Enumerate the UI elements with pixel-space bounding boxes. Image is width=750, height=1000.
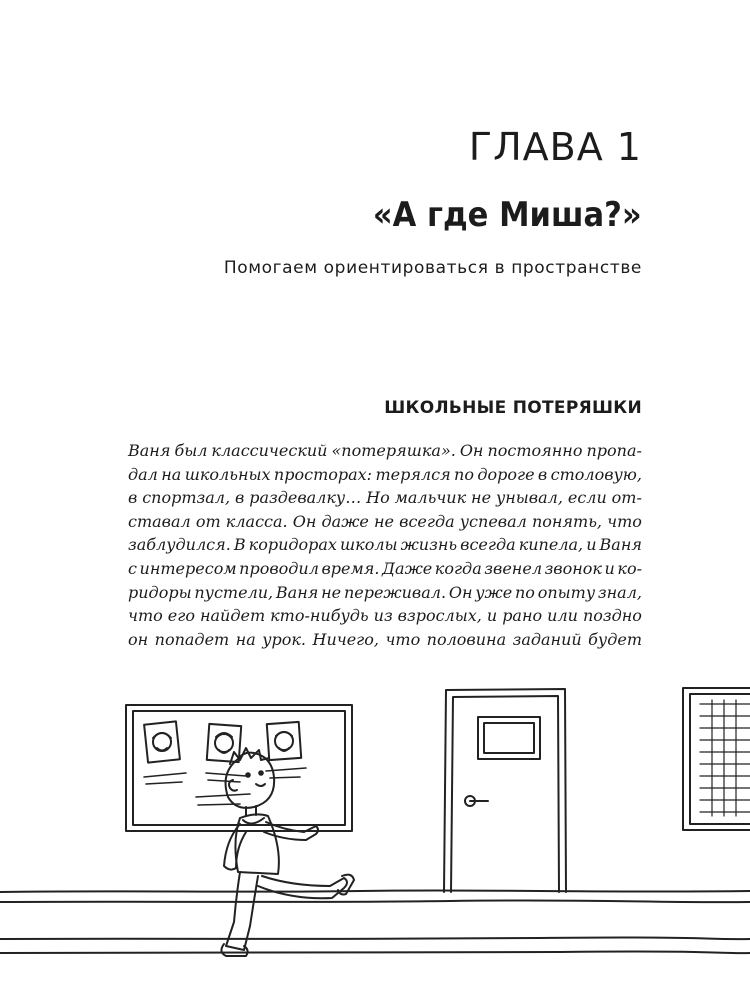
word: ставал [128,511,191,531]
body-text [128,443,642,655]
word: половина [426,629,507,649]
word: в [537,464,548,484]
word: что [607,511,642,531]
word: и [486,606,498,626]
word: дал [128,464,158,484]
classroom-door [444,689,566,892]
portrait-icon [267,722,301,760]
word: уже [475,582,513,602]
word: Ваня [599,535,642,555]
word: не [321,582,342,602]
text-line [128,490,642,514]
boy-character [221,748,354,956]
text-line [128,558,642,585]
word: когда [434,558,482,578]
word: ко- [617,558,642,578]
word: постоянно [487,441,583,460]
word: на [235,629,256,649]
word: Ваня [128,441,171,460]
text-line [128,582,642,609]
word: коридорах [248,535,337,555]
word: переживал. [343,582,447,602]
word: кипела, [518,535,584,555]
word: что [128,606,163,626]
word: по [514,582,535,602]
word: поздно [582,606,642,626]
word: время. [321,558,380,578]
door-handle-icon [465,796,488,806]
word: попадет [154,629,230,649]
word: Он [459,441,484,460]
word: урок. [262,629,307,649]
word: школы [340,535,398,555]
word: взрослых, [397,606,482,626]
word: «потеряшка». [331,441,456,460]
word: найдет [199,606,266,626]
word: понять, [531,511,602,531]
word: кто-нибудь [270,606,369,626]
word: спортзал, [142,488,231,508]
word: даже [321,511,369,531]
text-line [128,537,642,561]
text-line [128,511,642,538]
word: будет [588,629,642,649]
word: в [128,488,138,508]
word: или [547,606,578,626]
text-line [128,608,642,632]
section-heading: ШКОЛЬНЫЕ ПОТЕРЯШКИ [384,398,642,418]
word: что [385,629,421,649]
word: он [128,629,149,649]
word: его [167,606,195,626]
word: всегда [460,535,516,555]
word: из [373,606,393,626]
school-corridor-illustration [0,660,750,1000]
word: интересом [139,558,237,578]
word: столовую, [550,464,642,484]
word: успевал [459,511,527,531]
word: класса. [225,511,288,531]
word: Ничего, [312,629,379,649]
word: был [174,441,208,460]
text-line [128,464,642,491]
text-line [128,443,642,467]
word: всегда [399,511,455,531]
word: рано [502,606,543,626]
word: не [471,488,492,508]
word: Он [292,511,317,531]
word: звенел [484,558,542,578]
word: пустели, [194,582,274,602]
word: на [161,464,182,484]
word: Но [366,488,390,508]
chapter-title: «А где Миша?» [373,195,642,235]
word: жизнь [400,535,458,555]
word: Даже [382,558,433,578]
word: с [128,558,137,578]
bulletin-board [126,705,352,831]
word: не [373,511,394,531]
word: если [567,488,607,508]
word: Он [448,582,473,602]
word: классический [211,441,328,460]
word: ридоры [128,582,192,602]
word: терялся [375,464,451,484]
word: и [586,535,597,555]
word: заблудился. [128,535,231,555]
word: знал, [597,582,642,602]
word: В [233,535,246,555]
word: по [454,464,474,484]
word: унывал, [495,488,563,508]
portrait-icon [144,721,180,762]
word: заданий [512,629,582,649]
word: проводил [239,558,319,578]
word: в [234,488,245,508]
word: школьных [184,464,271,484]
corridor-floor-lines [0,890,750,953]
word: мальчик [394,488,467,508]
text-line [128,629,642,656]
word: от [195,511,221,531]
word: пропа- [586,441,642,460]
timetable-board [683,688,750,830]
word: раздевалку… [249,488,362,508]
word: опыту [537,582,596,602]
chapter-number: ГЛАВА 1 [468,125,642,169]
word: дороге [477,464,535,484]
word: и [604,558,615,578]
word: от- [611,488,642,508]
word: просторах: [273,464,373,484]
word: Ваня [275,582,319,602]
word: звонок [544,558,602,578]
chapter-subtitle: Помогаем ориентироваться в пространстве [223,258,642,278]
